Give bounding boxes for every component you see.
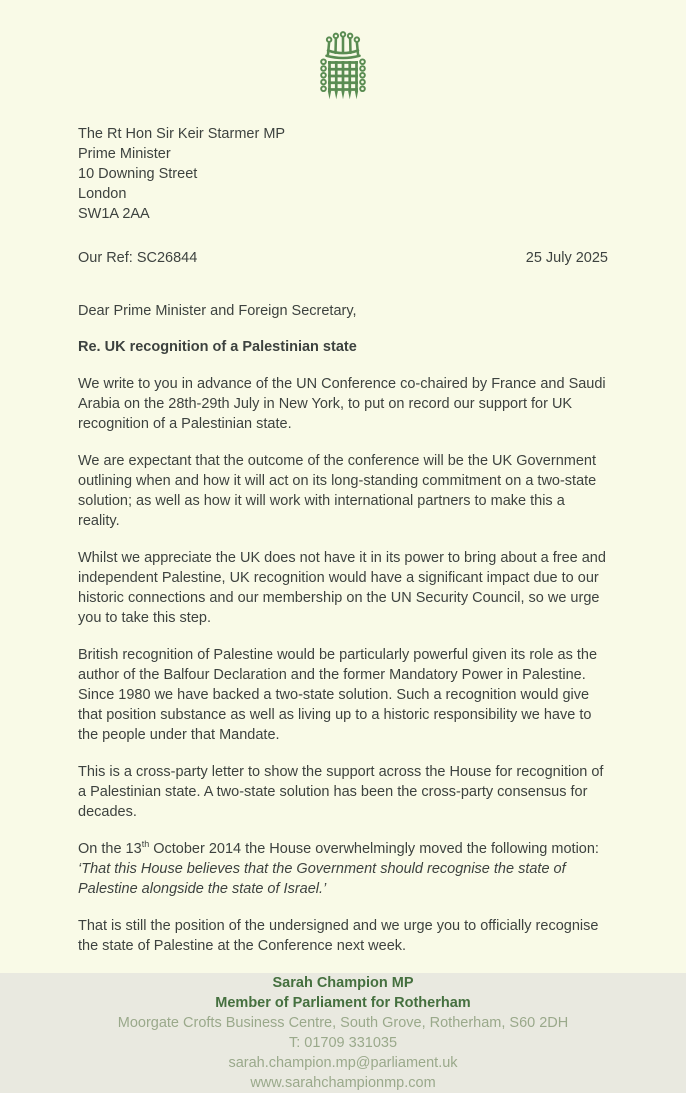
signature-address: Moorgate Crofts Business Centre, South Grove, Rotherham, S60 2DH	[117, 1015, 569, 1031]
paragraph-closing: That is still the position of the undersigned and we urge you to officially recognise the state of Palestine at the Conference next week.	[78, 918, 599, 954]
motion-ordinal: th	[141, 839, 150, 850]
reference-number: Our Ref: SC26844	[78, 250, 198, 266]
letter-header	[78, 28, 608, 112]
recipient-line: 10 Downing Street	[78, 166, 198, 182]
subject-line: Re. UK recognition of a Palestinian state	[78, 339, 357, 355]
signature-block	[78, 973, 608, 1093]
recipient-line: London	[78, 186, 127, 202]
recipient-line: SW1A 2AA	[78, 206, 150, 222]
reference-row	[78, 248, 608, 268]
paragraph-balfour: British recognition of Palestine would be particularly powerful given its role as the author of the Balfour Declaration and the former Mandatory Power in Palestine. Since 1980 we have backed a two-state solution. Such a recognition would give that position substance as well as living up to a historic responsibility we have to the people under that Mandate.	[78, 647, 598, 743]
signature-email: sarah.champion.mp@parliament.uk	[228, 1055, 458, 1071]
motion-middle: October 2014 the House overwhelmingly moved the following motion:	[149, 841, 599, 857]
paragraph-expectation: We are expectant that the outcome of the conference will be the UK Government outlining when and how it will act on its long-standing commitment on a two-state solution; as well as how it will work with international partners to make this a reality.	[78, 453, 597, 529]
salutation: Dear Prime Minister and Foreign Secretary,	[78, 303, 357, 319]
recipient-line: The Rt Hon Sir Keir Starmer MP	[78, 126, 286, 142]
signature-website: www.sarahchampionmp.com	[250, 1075, 436, 1091]
uk-parliament-portcullis-icon	[305, 94, 381, 110]
recipient-line: Prime Minister	[78, 146, 171, 162]
paragraph-significant-impact: Whilst we appreciate the UK does not have it in its power to bring about a free and independent Palestine, UK recognition would have a significant impact due to our historic connections and our membership on the UN Security Council, so we urge you to take this step.	[78, 550, 606, 626]
signature-phone: T: 01709 331035	[288, 1035, 398, 1051]
letter-date: 25 July 2025	[525, 250, 608, 266]
motion-prefix: On the 13	[78, 841, 142, 857]
signature-name: Sarah Champion MP	[272, 975, 414, 991]
paragraph-cross-party: This is a cross-party letter to show the support across the House for recognition of a Palestinian state. A two-state solution has been the cross-party consensus for decades.	[78, 764, 604, 820]
paragraph-motion	[78, 839, 608, 899]
signature-title: Member of Parliament for Rotherham	[215, 995, 471, 1011]
recipient-address-block	[78, 124, 608, 224]
motion-quote: ‘That this House believes that the Government should recognise the state of Palestine alongside the state of Israel.’	[78, 861, 566, 897]
paragraph-conference: We write to you in advance of the UN Conference co-chaired by France and Saudi Arabia on the 28th-29th July in New York, to put on record our support for UK recognition of a Palestinian state.	[78, 376, 606, 432]
